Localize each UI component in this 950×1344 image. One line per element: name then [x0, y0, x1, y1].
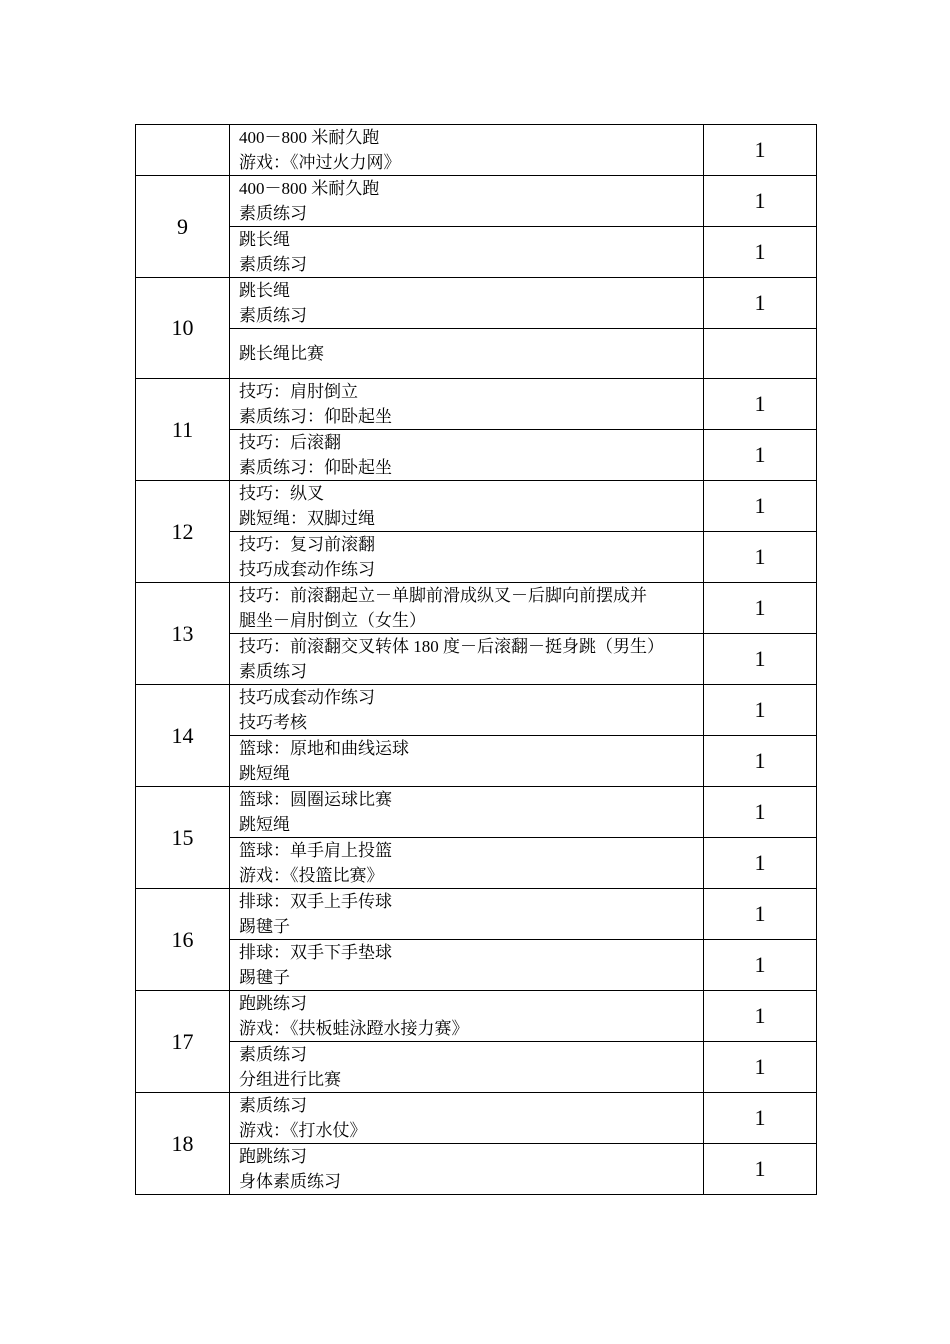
lesson-content-cell	[230, 379, 704, 430]
class-hours-cell: 1	[704, 125, 817, 176]
lesson-content-cell	[230, 278, 704, 329]
table-row	[136, 278, 817, 329]
class-hours-cell: 1	[704, 1144, 817, 1195]
lesson-content-cell	[230, 227, 704, 278]
lesson-content-line: 素质练习	[239, 306, 307, 325]
lesson-plan-table	[135, 124, 817, 1195]
lesson-content-line: 技巧：复习前滚翻	[239, 535, 375, 554]
lesson-content-line: 身体素质练习	[239, 1172, 341, 1191]
lesson-content-cell	[230, 532, 704, 583]
lesson-content-cell	[230, 838, 704, 889]
table-row	[136, 940, 817, 991]
lesson-content-line: 技巧成套动作练习	[239, 688, 375, 707]
lesson-content-cell	[230, 430, 704, 481]
class-hours-cell: 1	[704, 379, 817, 430]
lesson-content-line: 技巧：前滚翻交叉转体 180 度－后滚翻－挺身跳（男生）	[239, 637, 664, 656]
lesson-content-cell	[230, 1144, 704, 1195]
lesson-content-cell	[230, 125, 704, 176]
lesson-content-line: 跳长绳	[239, 230, 290, 249]
lesson-content-line: 踢毽子	[239, 917, 290, 936]
week-number-cell: 13	[136, 583, 230, 685]
lesson-content-cell	[230, 634, 704, 685]
lesson-content-line: 跑跳练习	[239, 994, 307, 1013]
lesson-content-line: 技巧：肩肘倒立	[239, 382, 358, 401]
class-hours-cell: 1	[704, 583, 817, 634]
lesson-content-line: 素质练习：仰卧起坐	[239, 458, 392, 477]
lesson-content-line: 篮球：原地和曲线运球	[239, 739, 409, 758]
lesson-content-line: 排球：双手上手传球	[239, 892, 392, 911]
class-hours-cell: 1	[704, 227, 817, 278]
table-row	[136, 430, 817, 481]
table-row	[136, 1144, 817, 1195]
lesson-content-line: 素质练习	[239, 1096, 307, 1115]
lesson-content-line: 踢毽子	[239, 968, 290, 987]
table-row	[136, 1042, 817, 1093]
table-row	[136, 532, 817, 583]
class-hours-cell: 1	[704, 685, 817, 736]
lesson-content-line: 技巧成套动作练习	[239, 560, 375, 579]
table-row	[136, 176, 817, 227]
week-number-cell: 10	[136, 278, 230, 379]
week-number-cell: 16	[136, 889, 230, 991]
class-hours-cell: 1	[704, 991, 817, 1042]
class-hours-cell: 1	[704, 430, 817, 481]
week-number-cell: 12	[136, 481, 230, 583]
lesson-content-line: 素质练习：仰卧起坐	[239, 407, 392, 426]
class-hours-cell: 1	[704, 1093, 817, 1144]
lesson-content-line: 400－800 米耐久跑	[239, 128, 380, 147]
week-number-cell: 18	[136, 1093, 230, 1195]
lesson-content-cell	[230, 736, 704, 787]
week-number-cell	[136, 125, 230, 176]
lesson-content-line: 跳长绳	[239, 281, 290, 300]
class-hours-cell: 1	[704, 1042, 817, 1093]
table-row	[136, 991, 817, 1042]
table-row	[136, 685, 817, 736]
class-hours-cell: 1	[704, 481, 817, 532]
lesson-content-line: 400－800 米耐久跑	[239, 179, 380, 198]
table-row	[136, 583, 817, 634]
lesson-content-line: 素质练习	[239, 204, 307, 223]
lesson-content-cell	[230, 583, 704, 634]
lesson-content-line: 篮球：圆圈运球比赛	[239, 790, 392, 809]
table-row	[136, 379, 817, 430]
lesson-content-line: 游戏：《投篮比赛》	[239, 866, 384, 885]
lesson-content-cell	[230, 991, 704, 1042]
lesson-content-line: 技巧：前滚翻起立－单脚前滑成纵叉－后脚向前摆成并	[239, 586, 647, 605]
table-row	[136, 787, 817, 838]
lesson-content-line: 技巧：后滚翻	[239, 433, 341, 452]
lesson-content-cell	[230, 787, 704, 838]
table-row	[136, 838, 817, 889]
lesson-content-cell	[230, 1093, 704, 1144]
class-hours-cell: 1	[704, 736, 817, 787]
class-hours-cell: 1	[704, 889, 817, 940]
lesson-content-line: 腿坐－肩肘倒立（女生）	[239, 611, 426, 630]
lesson-content-line: 技巧：纵叉	[239, 484, 324, 503]
table-row	[136, 634, 817, 685]
table-row	[136, 329, 817, 379]
table-row	[136, 1093, 817, 1144]
lesson-content-cell	[230, 1042, 704, 1093]
table-row	[136, 125, 817, 176]
class-hours-cell: 1	[704, 940, 817, 991]
lesson-content-line: 素质练习	[239, 1045, 307, 1064]
lesson-content-line: 游戏：《扶板蛙泳蹬水接力赛》	[239, 1019, 469, 1038]
lesson-content-line: 素质练习	[239, 255, 307, 274]
week-number-cell: 9	[136, 176, 230, 278]
week-number-cell: 15	[136, 787, 230, 889]
class-hours-cell: 1	[704, 838, 817, 889]
class-hours-cell: 1	[704, 634, 817, 685]
week-number-cell: 17	[136, 991, 230, 1093]
table-row	[136, 736, 817, 787]
lesson-content-cell	[230, 329, 704, 379]
lesson-content-line: 分组进行比赛	[239, 1070, 341, 1089]
table-row	[136, 481, 817, 532]
lesson-content-line: 跳短绳	[239, 815, 290, 834]
class-hours-cell: 1	[704, 532, 817, 583]
lesson-content-line: 跳短绳：双脚过绳	[239, 509, 375, 528]
lesson-content-line: 跳短绳	[239, 764, 290, 783]
lesson-content-cell	[230, 889, 704, 940]
lesson-content-line: 游戏：《打水仗》	[239, 1121, 367, 1140]
lesson-content-line: 排球：双手下手垫球	[239, 943, 392, 962]
table-row	[136, 889, 817, 940]
class-hours-cell: 1	[704, 278, 817, 329]
class-hours-cell: 1	[704, 176, 817, 227]
week-number-cell: 11	[136, 379, 230, 481]
table-row	[136, 227, 817, 278]
lesson-content-line: 篮球：单手肩上投篮	[239, 841, 392, 860]
week-number-cell: 14	[136, 685, 230, 787]
lesson-content-cell	[230, 176, 704, 227]
lesson-content-line: 跳长绳比赛	[239, 344, 324, 363]
lesson-content-line: 游戏：《冲过火力网》	[239, 153, 401, 172]
lesson-content-line: 素质练习	[239, 662, 307, 681]
class-hours-cell: 1	[704, 787, 817, 838]
lesson-content-cell	[230, 481, 704, 532]
class-hours-cell	[704, 329, 817, 379]
lesson-plan-body	[136, 125, 817, 1195]
lesson-content-line: 技巧考核	[239, 713, 307, 732]
lesson-content-line: 跑跳练习	[239, 1147, 307, 1166]
lesson-content-cell	[230, 940, 704, 991]
lesson-content-cell	[230, 685, 704, 736]
